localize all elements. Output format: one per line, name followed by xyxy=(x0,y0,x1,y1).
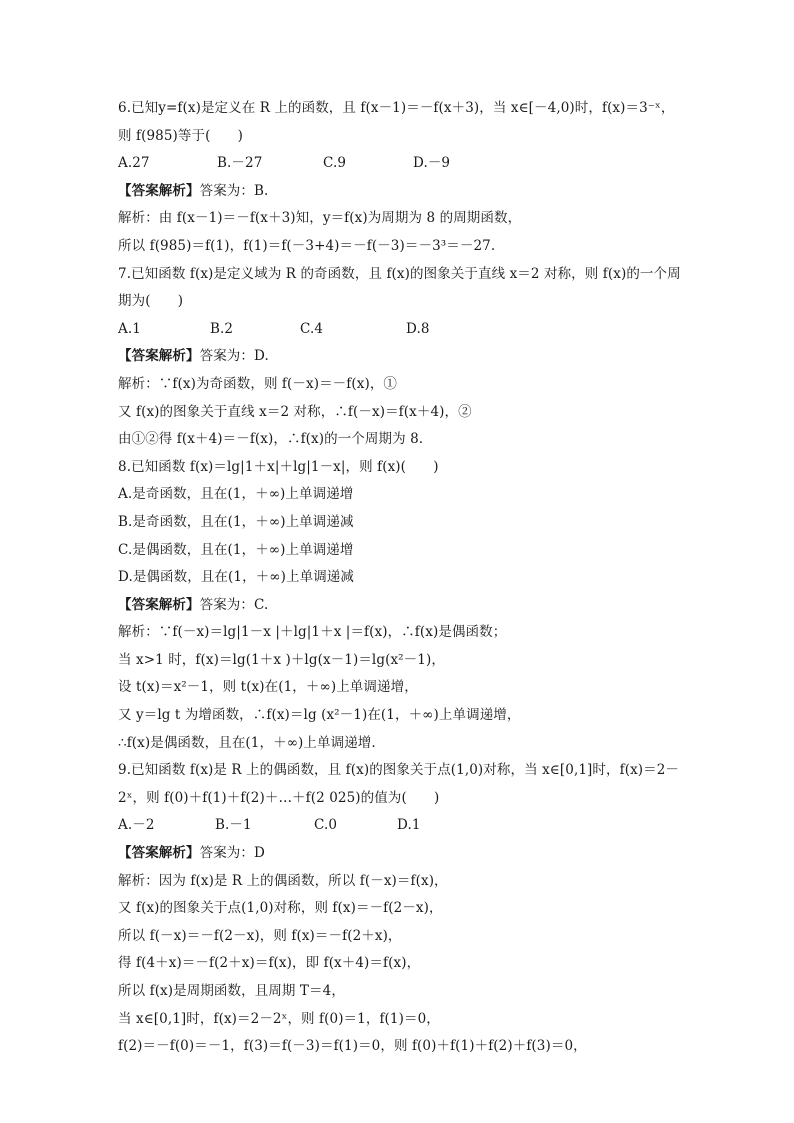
q9-option-d: D.1 xyxy=(397,817,421,834)
q9-analysis-line-6: 当 x∈[0,1]时，f(x)＝2－2ˣ，则 f(0)＝1，f(1)＝0， xyxy=(118,1010,440,1027)
q9-option-a: A.－2 xyxy=(118,817,155,834)
q8-answer xyxy=(118,592,708,620)
q7-option-a: A.1 xyxy=(118,320,141,337)
document-page xyxy=(118,95,708,1061)
q9-answer-label: 【答案解析】 xyxy=(118,845,200,862)
q8-analysis-line-1: 解析：∵f(－x)＝lg|1－x |＋lg|1＋x |＝f(x)，∴f(x)是偶函数； xyxy=(118,624,507,641)
q6-option-b: B.－27 xyxy=(217,155,263,172)
q9-analysis-line-7: f(2)＝－f(0)＝－1，f(3)＝f(－3)＝f(1)＝0，则 f(0)＋f(1)＋f(2)＋f(3)＝0， xyxy=(118,1038,587,1055)
q6-option-a: A.27 xyxy=(118,155,150,172)
q7-option-d: D.8 xyxy=(406,320,430,337)
q8-option-a: A.是奇函数，且在(1，＋∞)上单调递增 xyxy=(118,486,354,503)
q7-answer-text: 答案为：D. xyxy=(199,348,269,365)
q7-stem-line-2: 期为( ) xyxy=(118,293,184,310)
q9-answer-text: 答案为：D xyxy=(199,845,265,862)
q8-analysis-line-3: 设 t(x)＝x²－1，则 t(x)在(1，＋∞)上单调递增， xyxy=(118,679,418,696)
q9-stem-line-2: 2ˣ，则 f(0)＋f(1)＋f(2)＋…＋f(2 025)的值为( ) xyxy=(118,789,440,806)
q7-options xyxy=(118,316,708,344)
q6-answer-text: 答案为：B. xyxy=(199,182,269,199)
q6-answer-label: 【答案解析】 xyxy=(118,182,200,199)
q7-option-b: B.2 xyxy=(210,320,234,337)
q8-option-c: C.是偶函数，且在(1，＋∞)上单调递增 xyxy=(118,541,354,558)
q9-analysis-line-1: 解析：因为 f(x)是 R 上的偶函数，所以 f(－x)＝f(x)， xyxy=(118,872,448,889)
q7-answer xyxy=(118,343,708,371)
q8-analysis-line-4: 又 y＝lg t 为增函数，∴f(x)＝lg (x²－1)在(1，＋∞)上单调递增， xyxy=(118,707,521,724)
q7-answer-label: 【答案解析】 xyxy=(118,348,200,365)
q7-stem-line-1: 7.已知函数 f(x)是定义域为 R 的奇函数，且 f(x)的图象关于直线 x＝2 对称，则 f(x)的一个周 xyxy=(118,265,681,282)
q8-analysis-line-5: ∴f(x)是偶函数，且在(1，＋∞)上单调递增. xyxy=(118,734,376,751)
q8-option-d: D.是偶函数，且在(1，＋∞)上单调递减 xyxy=(118,569,355,586)
q6-answer xyxy=(118,178,708,206)
q8-answer-label: 【答案解析】 xyxy=(118,596,200,613)
q9-answer xyxy=(118,840,708,868)
q8-answer-text: 答案为：C. xyxy=(199,596,269,613)
q6-analysis-line-1: 解析：由 f(x－1)＝－f(x＋3)知，y＝f(x)为周期为 8 的周期函数， xyxy=(118,210,522,227)
q8-analysis-line-2: 当 x>1 时，f(x)＝lg(1＋x )＋lg(x－1)＝lg(x²－1)， xyxy=(118,651,445,668)
q6-option-d: D.－9 xyxy=(413,155,451,172)
q6-analysis-line-2: 所以 f(985)＝f(1)，f(1)＝f(－3+4)＝－f(－3)＝－3³＝－27. xyxy=(118,237,496,254)
q9-analysis-line-5: 所以 f(x)是周期函数，且周期 T＝4， xyxy=(118,983,345,999)
q9-options xyxy=(118,812,708,840)
q6-options xyxy=(118,150,708,178)
q7-option-c: C.4 xyxy=(300,320,324,337)
q9-stem-line-1: 9.已知函数 f(x)是 R 上的偶函数，且 f(x)的图象关于点(1,0)对称，当 x∈[0,1]时，f(x)＝2－ xyxy=(118,762,680,779)
q7-analysis-line-1: 解析：∵f(x)为奇函数，则 f(－x)＝－f(x)，① xyxy=(118,375,398,392)
q7-analysis-line-3: 由①②得 f(x＋4)＝－f(x)，∴f(x)的一个周期为 8. xyxy=(118,431,424,448)
q6-stem-line-2: 则 f(985)等于( ) xyxy=(118,127,244,144)
q9-analysis-line-2: 又 f(x)的图象关于点(1,0)对称，则 f(x)＝－f(2－x)， xyxy=(118,900,443,917)
q7-analysis-line-2: 又 f(x)的图象关于直线 x＝2 对称，∴f(－x)＝f(x＋4)，② xyxy=(118,403,472,420)
q9-option-c: C.0 xyxy=(314,817,338,834)
q8-option-b: B.是奇函数，且在(1，＋∞)上单调递减 xyxy=(118,513,354,530)
q6-stem-line-1: 6.已知y=f(x)是定义在 R 上的函数，且 f(x－1)＝－f(x＋3)，当 x∈[－4,0)时，f(x)＝3⁻ˣ， xyxy=(118,100,675,116)
q9-analysis-line-3: 所以 f(－x)＝－f(2－x)，则 f(x)＝－f(2＋x)， xyxy=(118,927,402,944)
q6-option-c: C.9 xyxy=(323,155,347,172)
q9-option-b: B.－1 xyxy=(215,817,252,834)
q8-stem-line-1: 8.已知函数 f(x)＝lg|1＋x|＋lg|1－x|，则 f(x)( ) xyxy=(118,458,439,475)
q9-analysis-line-4: 得 f(4＋x)＝－f(2＋x)＝f(x)，即 f(x＋4)＝f(x)， xyxy=(118,955,421,972)
